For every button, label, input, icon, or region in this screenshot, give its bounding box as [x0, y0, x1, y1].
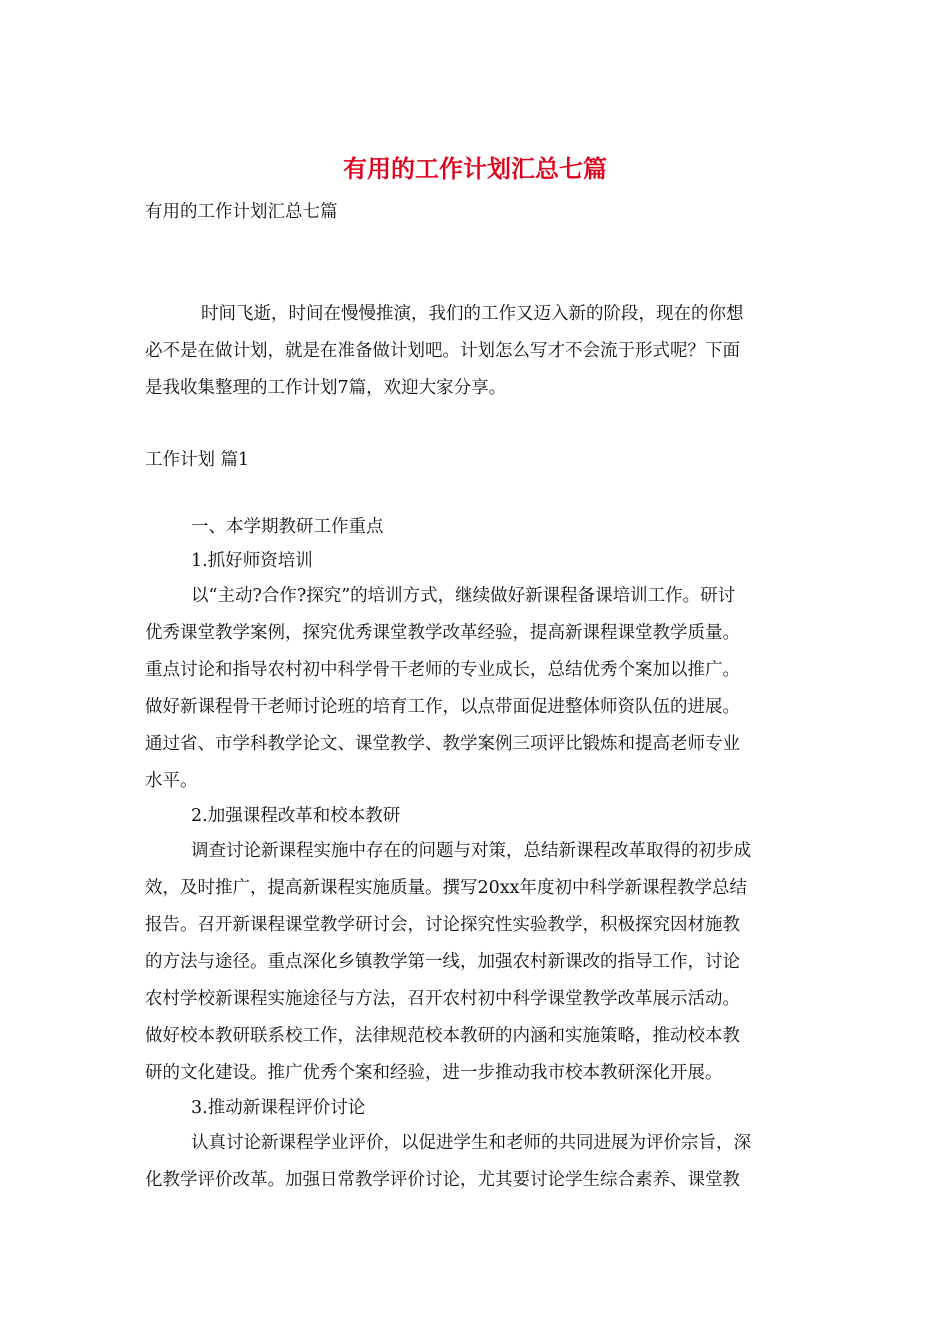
item1-heading: 1.抓好师资培训	[191, 551, 313, 571]
item1-line-2: 优秀课堂教学案例，探究优秀课堂教学改革经验，提高新课程课堂教学质量。	[145, 623, 740, 643]
intro-line-3: 是我收集整理的工作计划7篇，欢迎大家分享。	[145, 378, 507, 398]
intro-line-1: 时间飞逝，时间在慢慢推演，我们的工作又迈入新的阶段，现在的你想	[201, 304, 744, 324]
item3-line-2: 化教学评价改革。加强日常教学评价讨论，尤其要讨论学生综合素养、课堂教	[145, 1170, 740, 1190]
item2-line-3: 报告。召开新课程课堂教学研讨会，讨论探究性实验教学，积极探究因材施教	[145, 915, 740, 935]
document-subtitle: 有用的工作计划汇总七篇	[145, 202, 338, 222]
item1-line-6: 水平。	[145, 771, 198, 791]
item3-line-1: 认真讨论新课程学业评价，以促进学生和老师的共同进展为评价宗旨，深	[191, 1133, 751, 1153]
item1-line-5: 通过省、市学科教学论文、课堂教学、教学案例三项评比锻炼和提高老师专业	[145, 734, 740, 754]
item1-line-3: 重点讨论和指导农村初中科学骨干老师的专业成长，总结优秀个案加以推广。	[145, 660, 740, 680]
item2-line-5: 农村学校新课程实施途径与方法，召开农村初中科学课堂教学改革展示活动。	[145, 989, 740, 1009]
item2-line-4: 的方法与途径。重点深化乡镇教学第一线，加强农村新课改的指导工作，讨论	[145, 952, 740, 972]
item2-line-6: 做好校本教研联系校工作，法律规范校本教研的内涵和实施策略，推动校本教	[145, 1026, 740, 1046]
item2-heading: 2.加强课程改革和校本教研	[191, 806, 401, 826]
item2-line-7: 研的文化建设。推广优秀个案和经验，进一步推动我市校本教研深化开展。	[145, 1063, 723, 1083]
item2-line-2: 效，及时推广，提高新课程实施质量。撰写20xx年度初中科学新课程教学总结	[145, 878, 748, 898]
item1-line-1: 以“主动?合作?探究”的培训方式，继续做好新课程备课培训工作。研讨	[191, 586, 736, 606]
document-title: 有用的工作计划汇总七篇	[343, 154, 607, 183]
section-heading: 工作计划 篇1	[145, 450, 250, 470]
item2-line-1: 调查讨论新课程实施中存在的问题与对策，总结新课程改革取得的初步成	[191, 841, 751, 861]
item3-heading: 3.推动新课程评价讨论	[191, 1098, 366, 1118]
item1-line-4: 做好新课程骨干老师讨论班的培育工作，以点带面促进整体师资队伍的进展。	[145, 697, 740, 717]
part-heading: 一、本学期教研工作重点	[191, 517, 384, 537]
intro-line-2: 必不是在做计划，就是在准备做计划吧。计划怎么写才不会流于形式呢？下面	[145, 341, 740, 361]
